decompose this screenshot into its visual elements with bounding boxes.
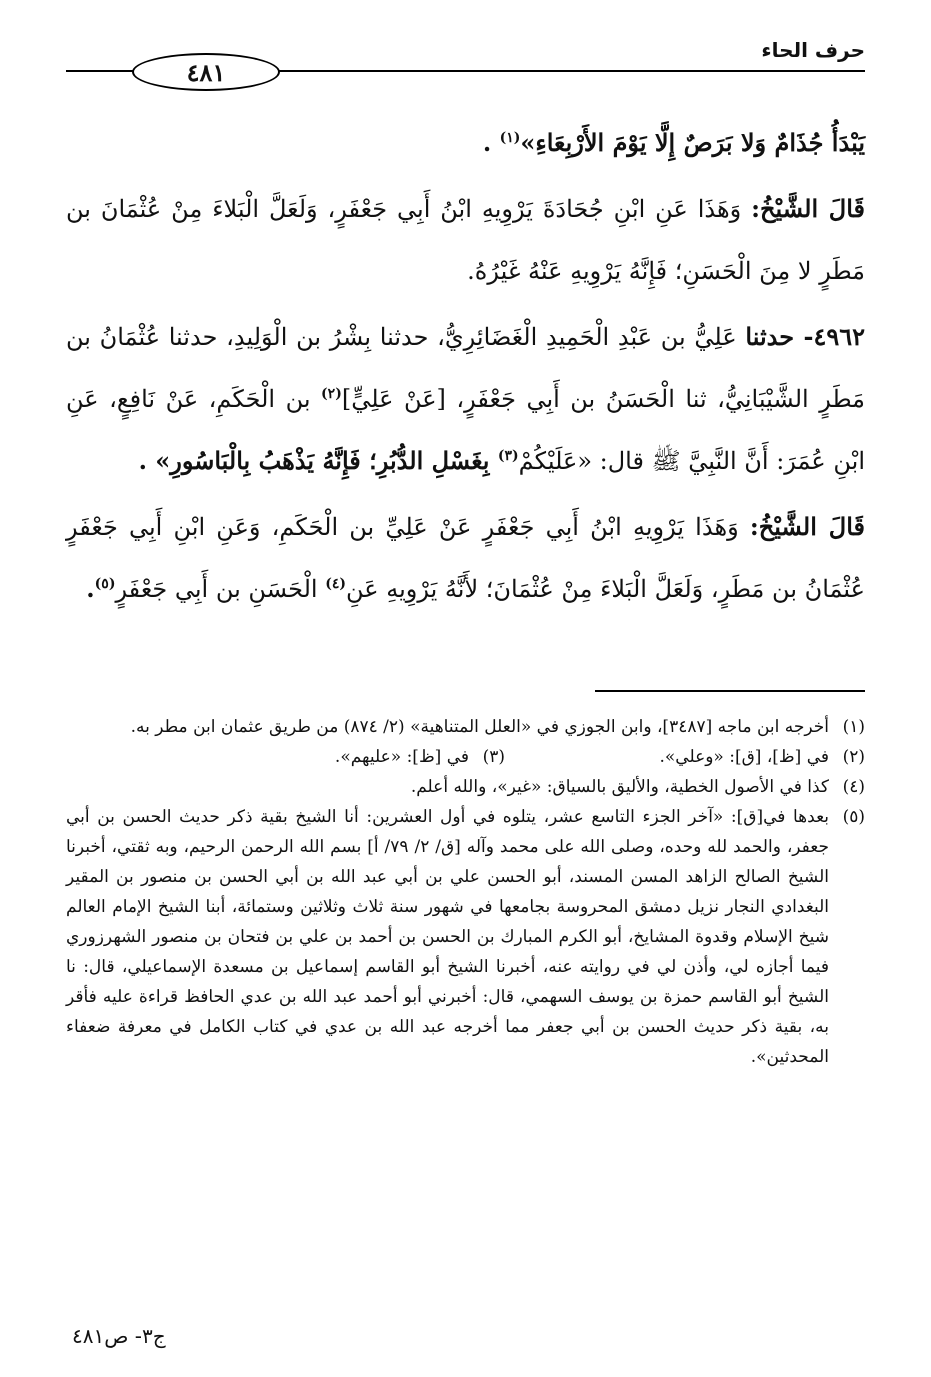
- paragraph-4: [66, 496, 865, 620]
- footnote-number: (٣): [482, 747, 505, 767]
- footnote-ref-4: (٤): [325, 576, 346, 592]
- page-header: [66, 38, 865, 98]
- footnote-5: [66, 802, 865, 1072]
- footnote-number: (٢): [842, 747, 865, 767]
- footnote-separator: [595, 690, 865, 692]
- p4-end: .: [86, 574, 95, 603]
- footnote-text: كذا في الأصول الخطية، والأليق بالسياق: «غير»، والله أعلم.: [410, 777, 829, 797]
- p4-text-b: الْحَسَنِ بن أَبِي جَعْفَرٍ: [115, 575, 326, 603]
- footnote-4: [66, 772, 865, 802]
- footnote-number: (١): [842, 717, 865, 737]
- hadith-number: ٤٩٦٢- حدثنا: [745, 322, 866, 351]
- page-number-badge: ٤٨١: [132, 53, 280, 91]
- chapter-title: حرف الحاء: [761, 38, 865, 62]
- sheikh-label-2: قَالَ الشَّيْخُ:: [749, 512, 866, 541]
- footnote-ref-3: (٣): [497, 448, 519, 464]
- main-text: [66, 112, 865, 620]
- p1-text: يَبْدَأُ جُذَامٌ وَلا بَرَصٌ إِلَّا يَوْمَ الأَرْبِعَاءِ»: [520, 128, 865, 157]
- footnote-ref-2: (٢): [321, 386, 342, 402]
- p3-text-c: بِغَسْلِ الدُّبُرِ؛ فَإِنَّهُ يَذْهَبُ بِالْبَاسُورِ» .: [138, 446, 498, 475]
- paragraph-1: [66, 112, 865, 174]
- hadith-4962: [66, 306, 865, 492]
- p2-text: وَهَذَا عَنِ ابْنِ جُحَادَةَ يَرْوِيهِ ابْنُ أَبِي جَعْفَرٍ، وَلَعَلَّ الْبَلاءَ مِنْ عُثْمَانَ بن مَطَرٍ لا مِنَ الْحَسَنِ؛ فَإِنَّهُ يَرْوِيهِ عَنْهُ غَيْرُهُ.: [66, 195, 865, 285]
- footnote-ref-1: (١): [499, 130, 521, 146]
- p1-end: .: [482, 128, 500, 157]
- page-reference: ج٣- ص٤٨١: [72, 1324, 166, 1348]
- footnote-text: بعدها في[ق]: «آخر الجزء التاسع عشر، يتلوه في أول العشرين: أنا الشيخ بقية ذكر حديث الحسن بن أبي جعفر، والحمد لله وحده، وصلى الله على محمد وآله [ق/ ٢/ ٧٩/ أ] بسم الله الرحمن الرحيم، وبه ثقتي، أخبرنا الشيخ الصالح الزاهد المسن المسند، أبو الحسن علي بن أبي عبد الله بن أبي الحسن بن منصور بن المقير البغدادي النجار نزيل دمشق المحروسة بجامعها في شهور سنة ثلاث وثلاثين وستمائة، أبنا الشيخ الإمام العالم شيخ الإسلام وقدوة المشايخ، أبو الكرم المبارك بن الحسن بن أحمد بن علي بن فتحان بن منصور الشهرزوري فيما أجازه لي، وأذن لي في روايته عنه، أخبرنا الشيخ أبو القاسم إسماعيل بن مسعدة الإسماعيلي، قال: نا الشيخ أبو القاسم حمزة بن يوسف السهمي، قال: أخبرني أبو أحمد عبد الله بن عدي الحافظ قراءة عليه فأقر به، بقية ذكر حديث الحسن بن أبي جعفر مما أخرجه عبد الله بن عدي في كتاب الكامل في معرفة ضعفاء المحدثين».: [66, 807, 829, 1067]
- sheikh-label: قَالَ الشَّيْخُ:: [751, 194, 865, 223]
- p3-text-b: بن الْحَكَمِ، عَنْ نَافِعٍ، عَنِ ابْنِ عُمَرَ: أَنَّ النَّبِيَّ ﷺ قال: «عَلَيْكُمْ: [66, 385, 865, 475]
- footnotes: [66, 712, 865, 1072]
- p3-text-a: عَلِيُّ بن عَبْدِ الْحَمِيدِ الْغَضَائِرِيُّ، حدثنا بِشْرُ بن الْوَلِيدِ، حدثنا عُثْمَانُ بن مَطَرٍ الشَّيْبَانِيُّ، ثنا الْحَسَنُ بن أَبِي جَعْفَرٍ، [عَنْ عَلِيٍّ]: [66, 323, 866, 413]
- paragraph-2: [66, 178, 865, 302]
- footnote-2-3: [66, 742, 865, 772]
- footnote-number: (٥): [842, 807, 865, 827]
- footnote-2: [505, 742, 865, 772]
- footnote-text: أخرجه ابن ماجه [٣٤٨٧]، وابن الجوزي في «العلل المتناهية» (٢/ ٨٧٤) من طريق عثمان ابن مطر به.: [130, 717, 829, 737]
- footnote-ref-5: (٥): [94, 576, 116, 592]
- footnote-text: في [ظ]، [ق]: «وعلي».: [659, 747, 829, 767]
- p4-text-a: وَهَذَا يَرْوِيهِ ابْنُ أَبِي جَعْفَرٍ عَنْ عَلِيِّ بن الْحَكَمِ، وَعَنِ ابْنِ أَبِي جَعْفَرٍ عُثْمَانُ بن مَطَرٍ، وَلَعَلَّ الْبَلاءَ مِنْ عُثْمَانَ؛ لأَنَّهُ يَرْوِيهِ عَنِ: [66, 513, 865, 603]
- footnote-1: [66, 712, 865, 742]
- footnote-number: (٤): [842, 777, 865, 797]
- footnote-text: في [ظ]: «عليهم».: [334, 747, 469, 767]
- footnote-3: [145, 742, 505, 772]
